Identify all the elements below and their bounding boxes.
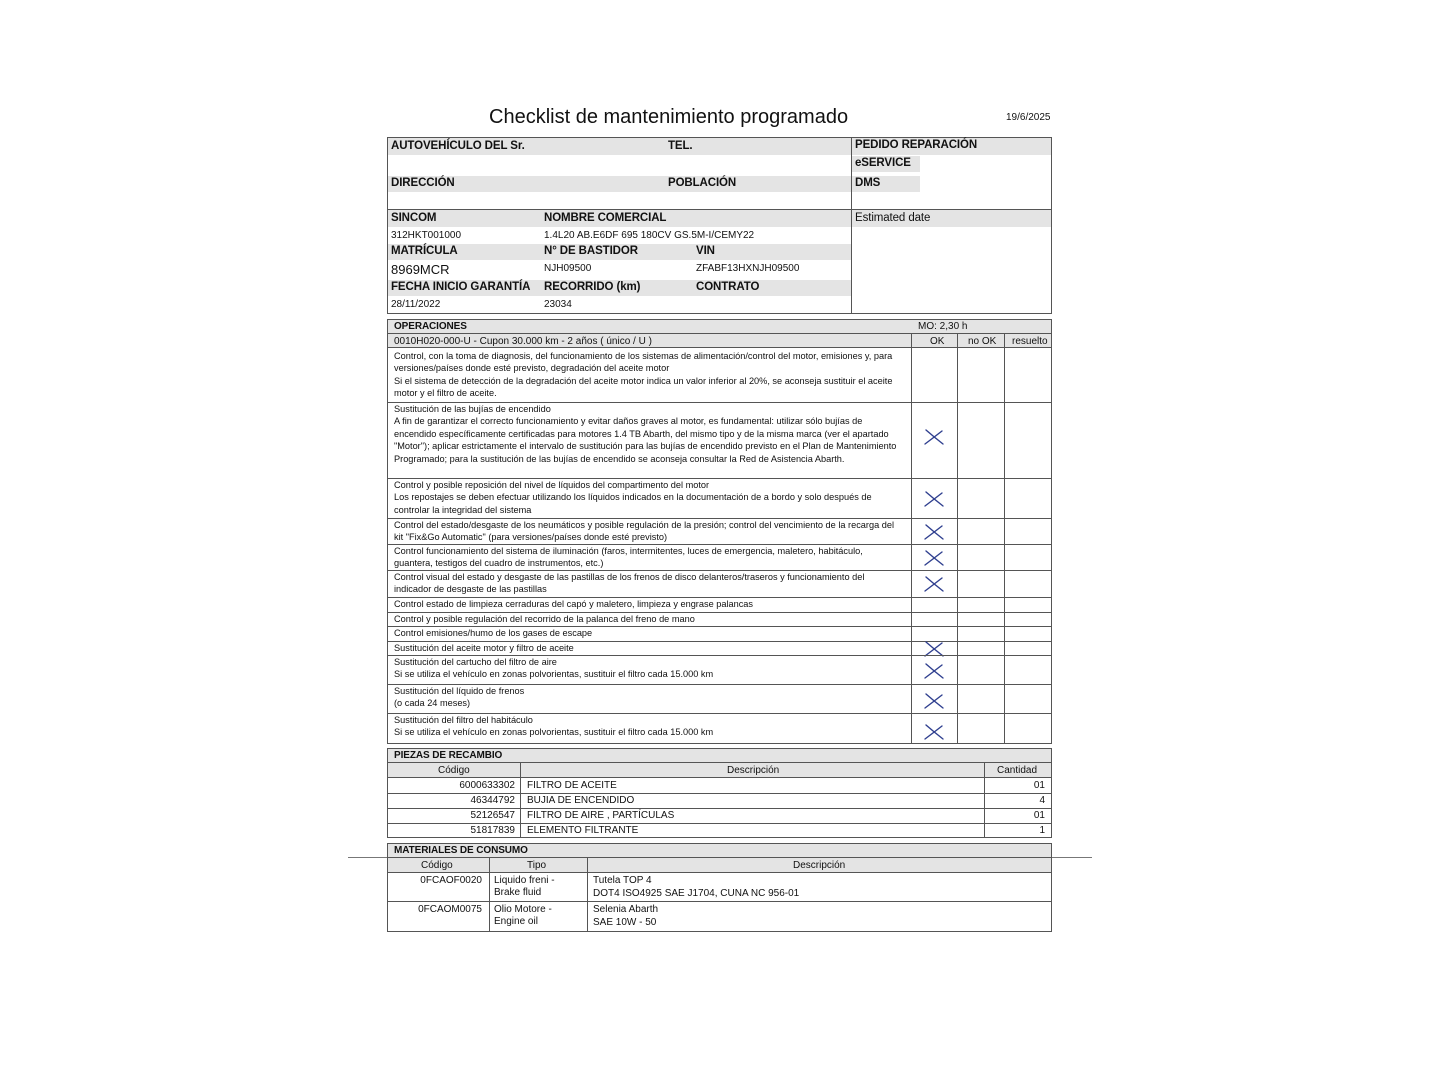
material-description: Selenia Abarth xyxy=(593,904,659,915)
ok-check-mark[interactable] xyxy=(923,490,945,508)
ok-check-mark[interactable] xyxy=(923,575,945,593)
part-code: 46344792 xyxy=(470,795,515,806)
col-resuelto: resuelto xyxy=(1012,336,1048,347)
operation-text: Sustitución del filtro del habitáculo xyxy=(394,715,533,725)
autovehiculo-label: AUTOVEHÍCULO DEL Sr. xyxy=(391,140,525,152)
operation-text: Sustitución del cartucho del filtro de aire xyxy=(394,657,557,667)
part-quantity: 01 xyxy=(1033,780,1045,791)
operation-item xyxy=(394,685,904,710)
part-description: BUJIA DE ENCENDIDO xyxy=(527,795,635,806)
ok-check-mark[interactable] xyxy=(923,523,945,541)
vin-label: VIN xyxy=(696,245,715,257)
operation-item xyxy=(394,642,904,654)
operation-item xyxy=(394,479,904,516)
recorrido-value: 23034 xyxy=(544,299,572,310)
ok-check-mark[interactable] xyxy=(923,692,945,710)
part-quantity: 1 xyxy=(1039,825,1045,836)
garantia-label: FECHA INICIO GARANTÍA xyxy=(391,281,531,293)
operation-detail: (o cada 24 meses) xyxy=(394,698,471,709)
operation-detail: Si el sistema de detección de la degradación del aceite motor indica un valor inferior al 20%, se aconseja sustituir el aceite motor y el filtro de aceite. xyxy=(394,375,893,399)
operation-item xyxy=(394,545,904,570)
contrato-label: CONTRATO xyxy=(696,281,760,293)
operations-title: OPERACIONES xyxy=(394,321,467,332)
operation-detail: Los repostajes se deben efectuar utilizando los líquidos indicados en la documentación de a bordo y solo después de controlar la integridad del sistema xyxy=(394,492,872,515)
operation-item xyxy=(394,627,904,639)
material-type-en: Engine oil xyxy=(494,916,538,927)
material-spec: SAE 10W - 50 xyxy=(593,917,657,928)
part-quantity: 4 xyxy=(1039,795,1045,806)
material-code: 0FCAOM0075 xyxy=(418,904,482,915)
operation-item xyxy=(394,571,904,596)
recorrido-label: RECORRIDO (km) xyxy=(544,281,641,293)
operation-detail: Si se utiliza el vehículo en zonas polvorientas, sustituir el filtro cada 15.000 km xyxy=(394,669,714,680)
nombre-comercial-value: 1.4L20 AB.E6DF 695 180CV GS.5M-I/CEMY22 xyxy=(544,230,755,241)
parts-col-descripcion: Descripción xyxy=(727,765,780,776)
operation-item xyxy=(394,403,904,465)
bastidor-label: N° DE BASTIDOR xyxy=(544,245,638,257)
ok-check-mark[interactable] xyxy=(923,549,945,567)
direccion-label: DIRECCIÓN xyxy=(391,177,455,189)
operation-text: Sustitución de las bujías de encendido xyxy=(394,404,551,414)
operation-text: Control, con la toma de diagnosis, del funcionamiento de los sistemas de alimentación/control del motor, emisiones y, para versiones/países donde esté previsto, degradación del aceite motor xyxy=(394,351,893,374)
part-description: FILTRO DE AIRE , PARTÍCULAS xyxy=(527,810,675,821)
materials-title: MATERIALES DE CONSUMO xyxy=(394,845,528,856)
part-code: 6000633302 xyxy=(459,780,515,791)
operation-detail: A fin de garantizar el correcto funcionamiento y evitar daños graves al motor, es fundamental: utilizar sólo bujías de encendido específicamente certificadas para motores 1.4 TB Abarth, del mismo tipo y de la misma marca (ver el apartado "Motor"); aplicar estrictamente el intervalo de sustitución para las bujías de encendido previsto en el Plan de Mantenimiento Programado; para la sustitución de las bujías de encendido se aconseja consultar la Red de Asistencia Abarth. xyxy=(394,416,897,464)
materials-col-codigo: Código xyxy=(421,860,453,871)
estimated-date-label: Estimated date xyxy=(855,212,931,224)
operation-item xyxy=(394,598,904,610)
operation-text: Control y posible reposición del nivel de líquidos del compartimento del motor xyxy=(394,480,710,490)
operation-text: Sustitución del aceite motor y filtro de aceite xyxy=(394,643,574,653)
ok-check-mark[interactable] xyxy=(923,723,945,741)
operation-item xyxy=(394,350,904,400)
matricula-value: 8969MCR xyxy=(391,262,450,277)
garantia-value: 28/11/2022 xyxy=(391,299,441,310)
material-code: 0FCAOF0020 xyxy=(420,875,482,886)
vin-value: ZFABF13HXNJH09500 xyxy=(696,263,800,274)
parts-title: PIEZAS DE RECAMBIO xyxy=(394,750,503,761)
page-title: Checklist de mantenimiento programado xyxy=(489,106,849,128)
operation-text: Control del estado/desgaste de los neumáticos y posible regulación de la presión; control del vencimiento de la recarga del kit "Fix&Go Automatic" (para versiones/países donde esté previsto) xyxy=(394,520,894,543)
part-quantity: 01 xyxy=(1033,810,1045,821)
operation-item xyxy=(394,519,904,544)
operation-item xyxy=(394,656,904,681)
part-description: ELEMENTO FILTRANTE xyxy=(527,825,639,836)
operation-text: Control visual del estado y desgaste de las pastillas de los frenos de disco delanteros/traseros y funcionamiento del indicador de desgaste de las pastillas xyxy=(394,572,865,595)
mo-hours: MO: 2,30 h xyxy=(918,321,968,332)
materials-col-descripcion: Descripción xyxy=(793,860,846,871)
operation-detail: Si se utiliza el vehículo en zonas polvorientas, sustituir el filtro cada 15.000 km xyxy=(394,727,714,738)
parts-col-codigo: Código xyxy=(438,765,470,776)
bastidor-value: NJH09500 xyxy=(544,263,592,274)
operation-text: Control y posible regulación del recorrido de la palanca del freno de mano xyxy=(394,614,695,624)
operation-text: Control emisiones/humo de los gases de escape xyxy=(394,628,593,638)
materials-col-tipo: Tipo xyxy=(527,860,547,871)
sincom-value: 312HKT001000 xyxy=(391,230,462,241)
part-description: FILTRO DE ACEITE xyxy=(527,780,617,791)
material-type: Olio Motore - xyxy=(494,904,552,915)
operation-item xyxy=(394,613,904,625)
ok-check-mark[interactable] xyxy=(923,428,945,446)
matricula-label: MATRÍCULA xyxy=(391,245,458,257)
document-date: 19/6/2025 xyxy=(1006,112,1051,123)
operation-text: Control estado de limpieza cerraduras del capó y maletero, limpieza y engrase palancas xyxy=(394,599,754,609)
coupon-label: 0010H020-000-U - Cupon 30.000 km - 2 años ( único / U ) xyxy=(394,336,652,347)
col-ok: OK xyxy=(930,336,945,347)
col-no-ok: no OK xyxy=(968,336,997,347)
poblacion-label: POBLACIÓN xyxy=(668,177,737,189)
sincom-label: SINCOM xyxy=(391,212,437,224)
parts-col-cantidad: Cantidad xyxy=(997,765,1038,776)
part-code: 52126547 xyxy=(470,810,515,821)
ok-check-mark[interactable] xyxy=(923,662,945,680)
material-type: Liquido freni - xyxy=(494,875,555,886)
operation-text: Sustitución del líquido de frenos xyxy=(394,686,525,696)
operation-item xyxy=(394,714,904,739)
material-description: Tutela TOP 4 xyxy=(593,875,652,886)
nombre-comercial-label: NOMBRE COMERCIAL xyxy=(544,212,667,224)
part-code: 51817839 xyxy=(470,825,515,836)
dms-label: DMS xyxy=(855,177,881,189)
tel-label: TEL. xyxy=(668,140,693,152)
material-type-en: Brake fluid xyxy=(494,887,542,898)
material-spec: DOT4 ISO4925 SAE J1704, CUNA NC 956-01 xyxy=(593,888,800,899)
operation-text: Control funcionamiento del sistema de iluminación (faros, intermitentes, luces de emergencia, maletero, habitáculo, guantera, testigos del cuadro de instrumentos, etc.) xyxy=(394,546,863,569)
pedido-label: PEDIDO REPARACIÓN xyxy=(855,139,978,151)
eservice-label: eSERVICE xyxy=(855,157,911,169)
